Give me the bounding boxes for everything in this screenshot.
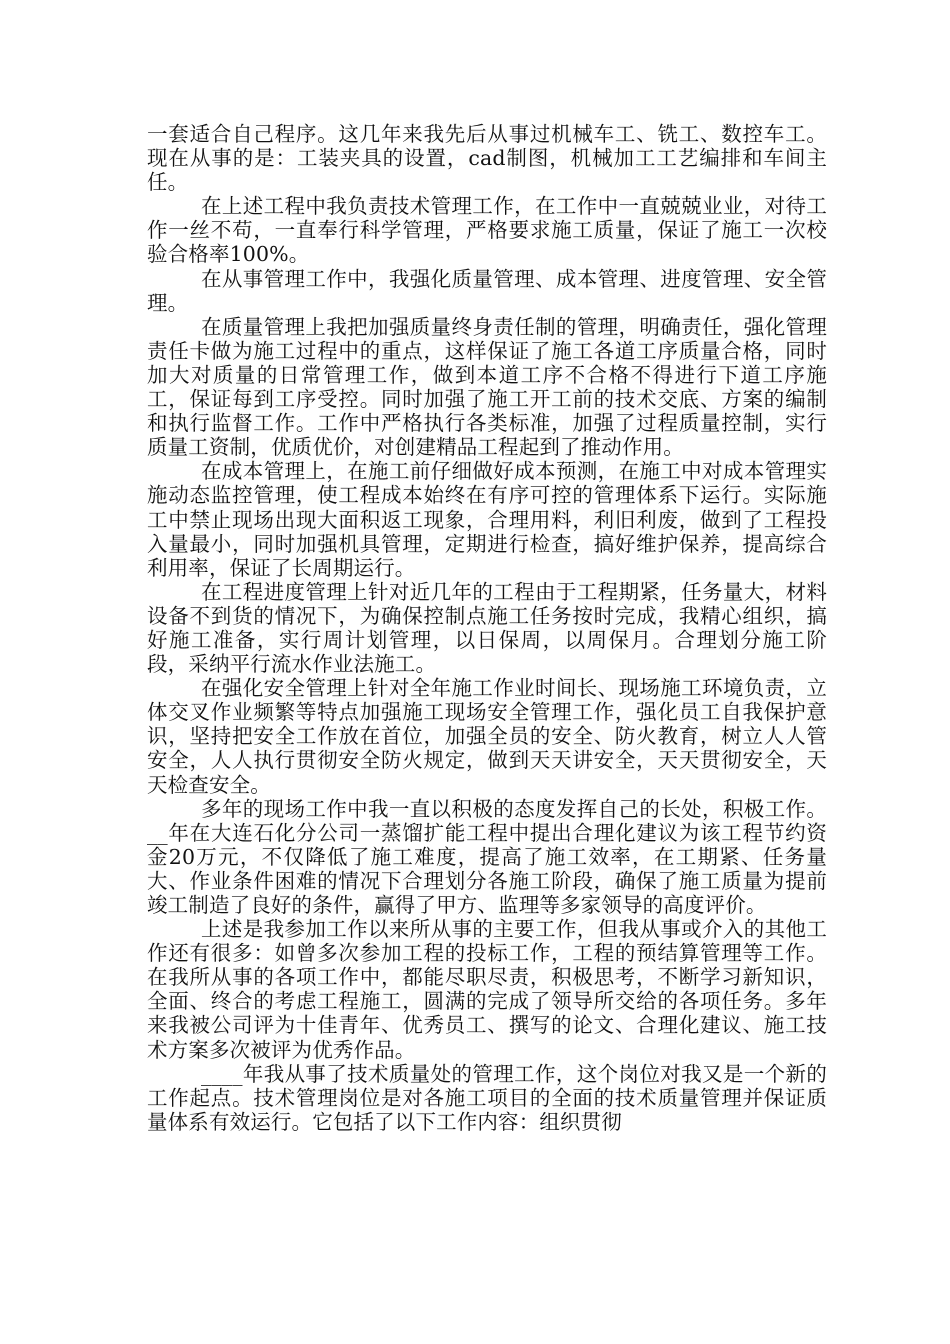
paragraph-schedule-management: 在工程进度管理上针对近几年的工程由于工程期紧，任务量大，材料设备不到货的情况下，为确保控制点施工任务按时完成，我精心组织，搞好施工准备，实行周计划管理，以日保周，以周保月。合理划分施工阶段，采纳平行流水作业法施工。 bbox=[147, 579, 827, 677]
document-body bbox=[147, 122, 827, 1134]
paragraph-safety-management: 在强化安全管理上针对全年施工作业时间长、现场施工环境负责，立体交叉作业频繁等特点加强施工现场安全管理工作，强化员工自我保护意识，坚持把安全工作放在首位，加强全员的安全、防火教育，树立人人管安全，人人执行贯彻安全防火规定，做到天天讲安全，天天贯彻安全，天天检查安全。 bbox=[147, 676, 827, 797]
paragraph-quality-department: ____年我从事了技术质量处的管理工作，这个岗位对我又是一个新的工作起点。技术管理岗位是对各施工项目的全面的技术质量管理并保证质量体系有效运行。它包括了以下工作内容：组织贯彻 bbox=[147, 1061, 827, 1134]
paragraph-quality-management: 在质量管理上我把加强质量终身责任制的管理，明确责任，强化管理责任卡做为施工过程中的重点，这样保证了施工各道工序质量合格，同时加大对质量的日常管理工作，做到本道工序不合格不得进行下道工序施工，保证每到工序受控。同时加强了施工开工前的技术交底、方案的编制和执行监督工作。工作中严格执行各类标准，加强了过程质量控制，实行质量工资制，优质优价，对创建精品工程起到了推动作用。 bbox=[147, 314, 827, 460]
paragraph-other-work: 上述是我参加工作以来所从事的主要工作，但我从事或介入的其他工作还有很多：如曾多次参加工程的投标工作，工程的预结算管理等工作。在我所从事的各项工作中，都能尽职尽责，积极思考，不断学习新知识，全面、终合的考虑工程施工，圆满的完成了领导所交给的各项任务。多年来我被公司评为十佳青年、优秀员工、撰写的论文、合理化建议、施工技术方案多次被评为优秀作品。 bbox=[147, 917, 827, 1062]
paragraph-cost-management: 在成本管理上，在施工前仔细做好成本预测，在施工中对成本管理实施动态监控管理，使工程成本始终在有序可控的管理体系下运行。实际施工中禁止现场出现大面积返工现象，合理用料，利旧利废，做到了工程投入量最小，同时加强机具管理，定期进行检查，搞好维护保养，提高综合利用率，保证了长周期运行。 bbox=[147, 459, 827, 580]
paragraph-technical-management: 在上述工程中我负责技术管理工作，在工作中一直兢兢业业，对待工作一丝不苟，一直奉行科学管理，严格要求施工质量，保证了施工一次校验合格率100%。 bbox=[147, 194, 827, 267]
paragraph-career-history: 一套适合自己程序。这几年来我先后从事过机械车工、铣工、数控车工。现在从事的是：工装夹具的设置，cad制图，机械加工工艺编排和车间主任。 bbox=[147, 122, 827, 195]
paragraph-management-overview: 在从事管理工作中，我强化质量管理、成本管理、进度管理、安全管理。 bbox=[147, 266, 827, 315]
paragraph-field-achievements: 多年的现场工作中我一直以积极的态度发挥自己的长处，积极工作。__年在大连石化分公司一蒸馏扩能工程中提出合理化建议为该工程节约资金20万元，不仅降低了施工难度，提高了施工效率，在工期紧、任务量大、作业条件困难的情况下合理划分各施工阶段，确保了施工质量为提前竣工制造了良好的条件，赢得了甲方、监理等多家领导的高度评价。 bbox=[147, 796, 827, 917]
